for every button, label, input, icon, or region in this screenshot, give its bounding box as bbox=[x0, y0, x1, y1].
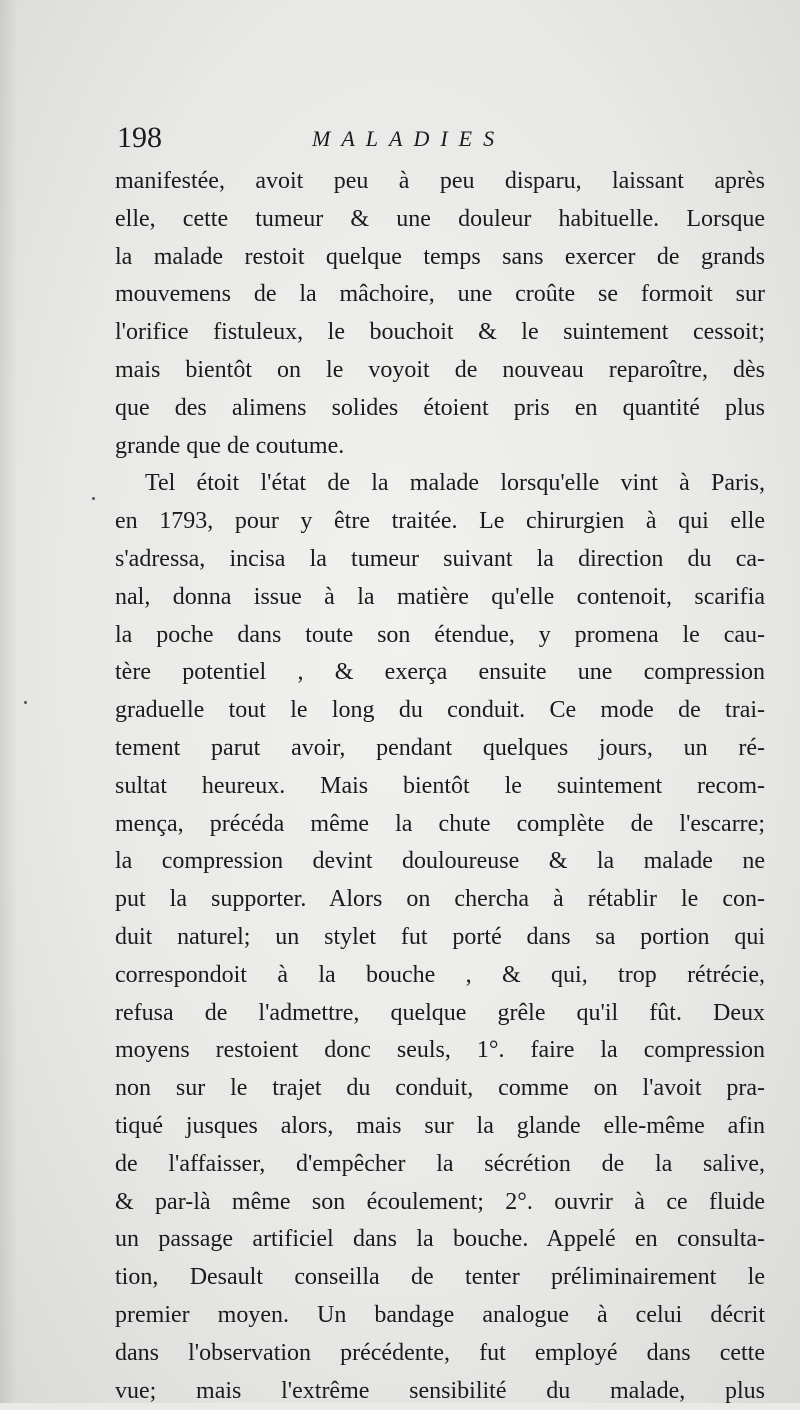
print-speck bbox=[24, 701, 27, 704]
text-line: dans l'observation précédente, fut employé dans cette bbox=[115, 1335, 765, 1373]
text-line: un passage artificiel dans la bouche. Appelé en consulta- bbox=[115, 1221, 765, 1259]
text-line: graduelle tout le long du conduit. Ce mode de trai- bbox=[115, 692, 765, 730]
text-line: mouvemens de la mâchoire, une croûte se formoit sur bbox=[115, 276, 765, 314]
text-line: la poche dans toute son étendue, y promena le cau- bbox=[115, 617, 765, 655]
text-line: que des alimens solides étoient pris en quantité plus bbox=[115, 390, 765, 428]
text-line: l'orifice fistuleux, le bouchoit & le suintement cessoit; bbox=[115, 314, 765, 352]
text-line: elle, cette tumeur & une douleur habituelle. Lorsque bbox=[115, 201, 765, 239]
print-speck bbox=[92, 497, 95, 500]
text-line: mença, précéda même la chute complète de l'escarre; bbox=[115, 806, 765, 844]
text-line: & par-là même son écoulement; 2°. ouvrir à ce fluide bbox=[115, 1184, 765, 1222]
text-line: tiqué jusques alors, mais sur la glande elle-même afin bbox=[115, 1108, 765, 1146]
page-number: 198 bbox=[117, 120, 162, 156]
text-line: grande que de coutume. bbox=[115, 428, 765, 466]
text-line: Tel étoit l'état de la malade lorsqu'elle vint à Paris, bbox=[115, 465, 765, 503]
text-line: put la supporter. Alors on chercha à rétablir le con- bbox=[115, 881, 765, 919]
text-line: duit naturel; un stylet fut porté dans sa portion qui bbox=[115, 919, 765, 957]
text-line: vue; mais l'extrême sensibilité du malade, plus bbox=[115, 1373, 765, 1410]
text-line: premier moyen. Un bandage analogue à celui décrit bbox=[115, 1297, 765, 1335]
text-line: tement parut avoir, pendant quelques jours, un ré- bbox=[115, 730, 765, 768]
text-line: tère potentiel , & exerça ensuite une compression bbox=[115, 654, 765, 692]
text-line: mais bientôt on le voyoit de nouveau reparoître, dès bbox=[115, 352, 765, 390]
text-line: tion, Desault conseilla de tenter préliminairement le bbox=[115, 1259, 765, 1297]
text-line: la malade restoit quelque temps sans exercer de grands bbox=[115, 239, 765, 277]
page-header bbox=[117, 120, 777, 160]
text-line: s'adressa, incisa la tumeur suivant la direction du ca- bbox=[115, 541, 765, 579]
text-line: manifestée, avoit peu à peu disparu, laissant après bbox=[115, 163, 765, 201]
text-line: en 1793, pour y être traitée. Le chirurgien à qui elle bbox=[115, 503, 765, 541]
text-line: de l'affaisser, d'empêcher la sécrétion de la salive, bbox=[115, 1146, 765, 1184]
page-edge-shadow bbox=[0, 0, 18, 1403]
text-line: sultat heureux. Mais bientôt le suintement recom- bbox=[115, 768, 765, 806]
text-line: correspondoit à la bouche , & qui, trop rétrécie, bbox=[115, 957, 765, 995]
text-line: moyens restoient donc seuls, 1°. faire la compression bbox=[115, 1032, 765, 1070]
body-text bbox=[115, 163, 765, 1410]
text-line: nal, donna issue à la matière qu'elle contenoit, scarifia bbox=[115, 579, 765, 617]
text-line: non sur le trajet du conduit, comme on l'avoit pra- bbox=[115, 1070, 765, 1108]
text-line: la compression devint douloureuse & la malade ne bbox=[115, 843, 765, 881]
text-line: refusa de l'admettre, quelque grêle qu'il fût. Deux bbox=[115, 995, 765, 1033]
running-title: MALADIES bbox=[312, 124, 505, 154]
